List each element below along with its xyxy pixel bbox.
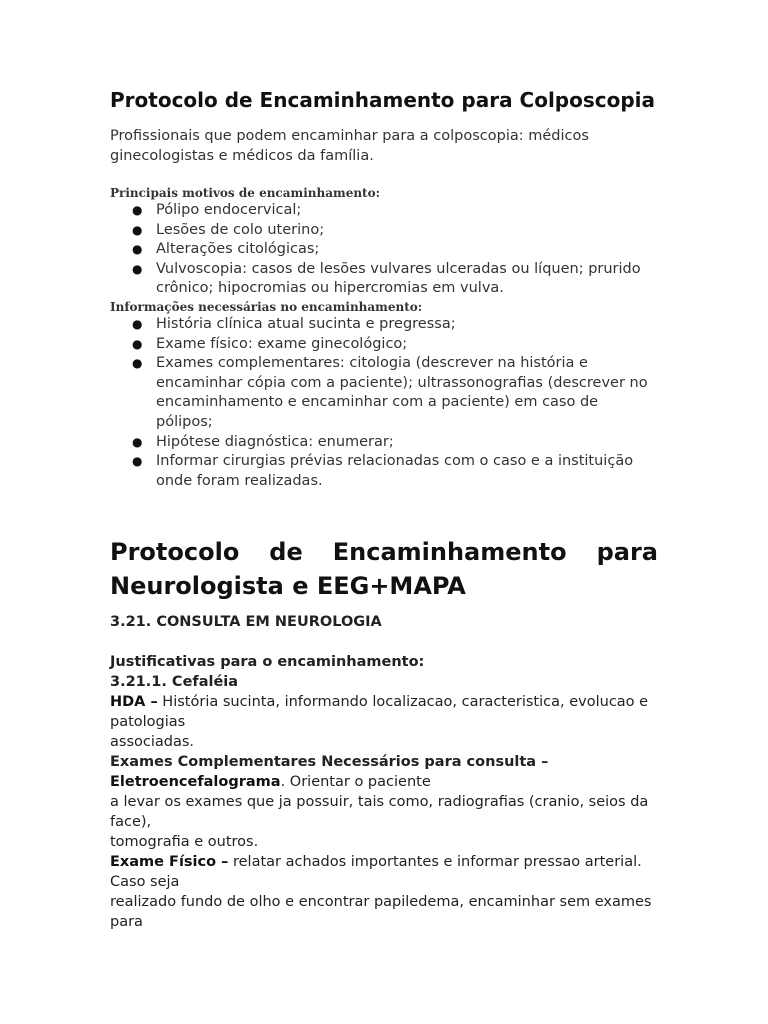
list-item-text: Vulvoscopia: casos de lesões vulvares ulceradas ou líquen; prurido — [156, 260, 641, 277]
text-line: a levar os exames que ja possuir, tais como, radiografias (cranio, seios da — [110, 794, 649, 810]
exame-fisico-line — [110, 852, 670, 872]
text-line: face), — [110, 814, 152, 830]
cefaleia-heading: 3.21.1. Cefaléia — [110, 674, 239, 690]
list-item-text: encaminhamento e encaminhar com a paciente) em caso de pólipos; — [156, 394, 599, 430]
bullet-icon: ● — [132, 454, 143, 469]
list-item — [110, 452, 658, 491]
list-item-text: onde foram realizadas. — [156, 472, 323, 489]
motivos-heading: Principais motivos de encaminhamento: — [110, 186, 381, 200]
list-item-text: Informar cirurgias prévias relacionadas com o caso e a instituição — [156, 453, 634, 470]
list-item-text: Exame físico: exame ginecológico; — [156, 335, 408, 352]
list-item-text: Pólipo endocervical; — [156, 202, 302, 218]
exame-fisico-text: relatar achados importantes e informar pressao arterial. — [228, 854, 642, 870]
list-item — [110, 240, 658, 260]
list-item — [110, 433, 658, 453]
hda-line — [110, 692, 670, 712]
text-line: Caso seja — [110, 874, 180, 890]
neurologia-title — [110, 535, 658, 603]
neurologia-section — [110, 612, 670, 932]
colposcopia-section — [110, 86, 658, 491]
title-word: para — [596, 538, 658, 566]
list-item — [110, 201, 658, 221]
text-line: realizado fundo de olho e encontrar papiledema, encaminhar sem exames — [110, 894, 652, 910]
bullet-icon: ● — [132, 222, 143, 237]
info-list — [110, 315, 658, 491]
bullet-icon: ● — [132, 336, 143, 351]
justificativas-heading: Justificativas para o encaminhamento: — [110, 654, 425, 670]
section-subtitle: 3.21. CONSULTA EM NEUROLOGIA — [110, 614, 382, 630]
intro-line: Profissionais que podem encaminhar para a colposcopia: médicos — [110, 128, 589, 144]
text-line: patologias — [110, 714, 186, 730]
exames-line — [110, 772, 670, 792]
list-item-text: Hipótese diagnóstica: enumerar; — [156, 433, 394, 450]
list-item — [110, 354, 658, 432]
bullet-icon: ● — [132, 316, 143, 331]
exames-text: . Orientar o paciente — [280, 774, 431, 790]
title-line-2: Neurologista e EEG+MAPA — [110, 572, 466, 600]
title-word: de — [269, 538, 303, 566]
bullet-icon: ● — [132, 203, 143, 217]
list-item-text: Lesões de colo uterino; — [156, 221, 325, 238]
list-item — [110, 221, 658, 241]
list-item — [110, 315, 658, 335]
list-item — [110, 335, 658, 355]
motivos-list — [110, 201, 658, 299]
list-item-text: encaminhar cópia com a paciente); ultrassonografias (descrever no — [156, 374, 648, 391]
list-item-text: Alterações citológicas; — [156, 241, 320, 258]
hda-text: História sucinta, informando localizacao, caracteristica, evolucao e — [157, 694, 649, 710]
exames-label: Exames Complementares Necessários para consulta – — [110, 754, 549, 770]
text-line: para — [110, 914, 143, 930]
text-line: associadas. — [110, 734, 195, 750]
eeg-label: Eletroencefalograma — [110, 774, 281, 790]
bullet-icon: ● — [132, 434, 143, 449]
text-line: tomografia e outros. — [110, 834, 259, 850]
title-word: Encaminhamento — [332, 538, 567, 566]
list-item-text: História clínica atual sucinta e pregressa; — [156, 315, 456, 332]
bullet-icon: ● — [132, 261, 143, 276]
intro-paragraph — [110, 126, 658, 166]
list-item-text: Exames complementares: citologia (descrever na história e — [156, 355, 588, 372]
hda-label: HDA – — [110, 694, 158, 710]
title-line-1 — [110, 535, 658, 569]
bullet-icon: ● — [132, 242, 143, 257]
exame-fisico-label: Exame Físico – — [110, 854, 229, 870]
list-item — [110, 260, 658, 299]
list-item-text: crônico; hipocromias ou hipercromias em vulva. — [156, 280, 504, 297]
info-heading: Informações necessárias no encaminhamento: — [110, 299, 423, 314]
colposcopia-title: Protocolo de Encaminhamento para Colposcopia — [110, 88, 656, 112]
intro-line: ginecologistas e médicos da família. — [110, 148, 374, 164]
bullet-icon: ● — [132, 356, 143, 371]
title-word: Protocolo — [110, 538, 240, 566]
